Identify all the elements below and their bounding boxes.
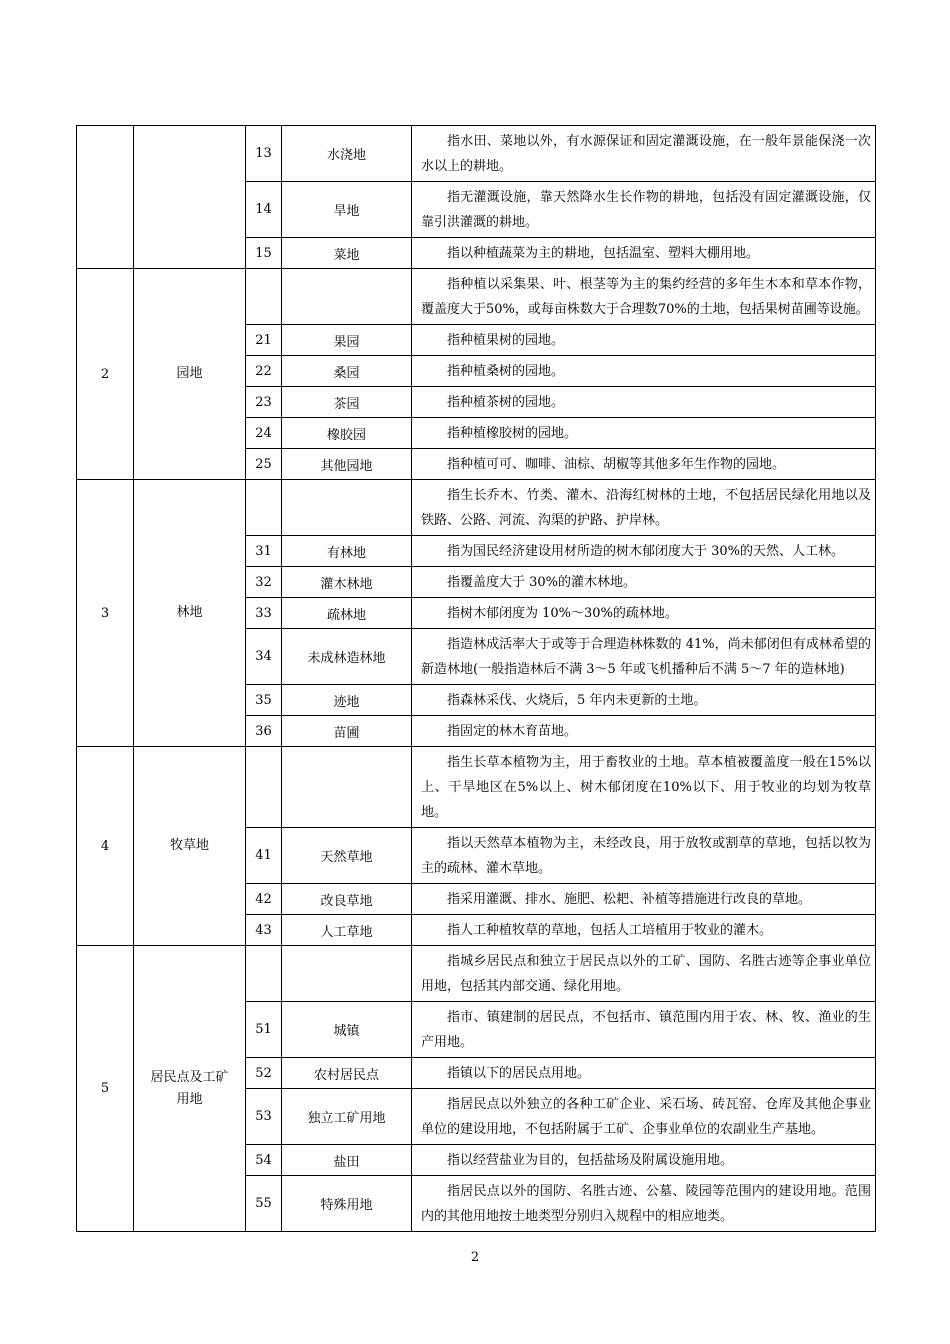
description-cell bbox=[412, 269, 876, 325]
table-row bbox=[77, 126, 876, 182]
subcategory-code-cell: 53 bbox=[246, 1089, 282, 1145]
subcategory-code-cell: 35 bbox=[246, 685, 282, 716]
category-name-cell bbox=[134, 747, 246, 946]
description-cell bbox=[412, 418, 876, 449]
description-cell bbox=[412, 747, 876, 828]
description-text: 指以经营盐业为目的，包括盐场及附属设施用地。 bbox=[447, 1153, 734, 1168]
subcategory-code-cell: 42 bbox=[246, 884, 282, 915]
category-name: 园地 bbox=[176, 366, 203, 381]
description-cell bbox=[412, 716, 876, 747]
subcategory-name-cell: 盐田 bbox=[282, 1145, 412, 1176]
description-cell bbox=[412, 629, 876, 685]
description-cell bbox=[412, 1089, 876, 1145]
subcategory-name-cell: 独立工矿用地 bbox=[282, 1089, 412, 1145]
description-cell bbox=[412, 884, 876, 915]
subcategory-code-cell: 36 bbox=[246, 716, 282, 747]
description-cell bbox=[412, 480, 876, 536]
subcategory-name-cell: 疏林地 bbox=[282, 598, 412, 629]
description-text: 指覆盖度大于 30%的灌木林地。 bbox=[447, 575, 637, 590]
description-text: 指种植茶树的园地。 bbox=[447, 395, 565, 410]
subcategory-code-cell: 24 bbox=[246, 418, 282, 449]
description-cell bbox=[412, 598, 876, 629]
description-text: 指固定的林木育苗地。 bbox=[447, 724, 578, 739]
subcategory-code-cell bbox=[246, 946, 282, 1002]
description-text: 指森林采伐、火烧后，5 年内未更新的土地。 bbox=[447, 693, 707, 708]
description-text: 指无灌溉设施，靠天然降水生长作物的耕地，包括没有固定灌溉设施，仅靠引洪灌溉的耕地。 bbox=[421, 190, 871, 230]
table-row bbox=[77, 480, 876, 536]
description-text: 指造林成活率大于或等于合理造林株数的 41%，尚未郁闭但有成林希望的新造林地(一般指造林后不满 3～5 年或飞机播种后不满 5～7 年的造林地) bbox=[421, 637, 871, 677]
description-cell bbox=[412, 325, 876, 356]
category-name: 居民点及工矿用地 bbox=[150, 1069, 229, 1107]
description-text: 指镇以下的居民点用地。 bbox=[447, 1066, 591, 1081]
description-text: 指采用灌溉、排水、施肥、松耙、补植等措施进行改良的草地。 bbox=[447, 892, 812, 907]
subcategory-code-cell: 51 bbox=[246, 1002, 282, 1058]
subcategory-code-cell: 55 bbox=[246, 1176, 282, 1232]
description-text: 指树木郁闭度为 10%～30%的疏林地。 bbox=[447, 606, 678, 621]
subcategory-name-cell: 苗圃 bbox=[282, 716, 412, 747]
description-text: 指以天然草本植物为主，未经改良，用于放牧或割草的草地，包括以牧为主的疏林、灌木草地。 bbox=[421, 836, 871, 876]
subcategory-name-cell bbox=[282, 747, 412, 828]
subcategory-name-cell: 橡胶园 bbox=[282, 418, 412, 449]
description-cell bbox=[412, 828, 876, 884]
subcategory-code-cell: 34 bbox=[246, 629, 282, 685]
subcategory-code-cell: 52 bbox=[246, 1058, 282, 1089]
description-text: 指种植果树的园地。 bbox=[447, 333, 565, 348]
description-cell bbox=[412, 126, 876, 182]
subcategory-name-cell: 农村居民点 bbox=[282, 1058, 412, 1089]
subcategory-code-cell bbox=[246, 747, 282, 828]
description-cell bbox=[412, 387, 876, 418]
subcategory-name-cell: 旱地 bbox=[282, 182, 412, 238]
category-name-cell bbox=[134, 480, 246, 747]
table-row bbox=[77, 747, 876, 828]
subcategory-name-cell: 其他园地 bbox=[282, 449, 412, 480]
description-cell bbox=[412, 685, 876, 716]
description-cell bbox=[412, 1176, 876, 1232]
description-text: 指生长草本植物为主，用于畜牧业的土地。草本植被覆盖度一般在15%以上、干旱地区在5%以上、树木郁闭度在10%以下、用于牧业的均划为牧草地。 bbox=[421, 755, 871, 820]
subcategory-name-cell: 未成林造林地 bbox=[282, 629, 412, 685]
subcategory-code-cell: 21 bbox=[246, 325, 282, 356]
table-row bbox=[77, 269, 876, 325]
subcategory-name-cell: 灌木林地 bbox=[282, 567, 412, 598]
subcategory-code-cell: 33 bbox=[246, 598, 282, 629]
subcategory-code-cell bbox=[246, 269, 282, 325]
subcategory-code-cell: 32 bbox=[246, 567, 282, 598]
category-code-cell: 5 bbox=[77, 946, 134, 1232]
category-code-cell: 2 bbox=[77, 269, 134, 480]
subcategory-name-cell: 城镇 bbox=[282, 1002, 412, 1058]
subcategory-code-cell: 22 bbox=[246, 356, 282, 387]
subcategory-name-cell: 有林地 bbox=[282, 536, 412, 567]
subcategory-name-cell: 桑园 bbox=[282, 356, 412, 387]
category-name-cell bbox=[134, 269, 246, 480]
subcategory-code-cell: 43 bbox=[246, 915, 282, 946]
description-text: 指居民点以外的国防、名胜古迹、公墓、陵园等范围内的建设用地。范围内的其他用地按土地类型分别归入规程中的相应地类。 bbox=[421, 1184, 871, 1224]
subcategory-name-cell bbox=[282, 946, 412, 1002]
table-row bbox=[77, 946, 876, 1002]
description-cell bbox=[412, 567, 876, 598]
subcategory-code-cell: 25 bbox=[246, 449, 282, 480]
description-cell bbox=[412, 449, 876, 480]
description-cell bbox=[412, 1145, 876, 1176]
category-code-cell: 3 bbox=[77, 480, 134, 747]
description-text: 指种植桑树的园地。 bbox=[447, 364, 565, 379]
subcategory-name-cell bbox=[282, 480, 412, 536]
description-cell bbox=[412, 536, 876, 567]
description-cell bbox=[412, 356, 876, 387]
subcategory-code-cell: 31 bbox=[246, 536, 282, 567]
description-cell bbox=[412, 1058, 876, 1089]
description-cell bbox=[412, 1002, 876, 1058]
description-cell bbox=[412, 182, 876, 238]
subcategory-name-cell: 迹地 bbox=[282, 685, 412, 716]
description-cell bbox=[412, 915, 876, 946]
subcategory-name-cell: 水浇地 bbox=[282, 126, 412, 182]
subcategory-code-cell: 54 bbox=[246, 1145, 282, 1176]
category-name-cell bbox=[134, 946, 246, 1232]
description-cell bbox=[412, 946, 876, 1002]
description-text: 指市、镇建制的居民点，不包括市、镇范围内用于农、林、牧、渔业的生产用地。 bbox=[421, 1010, 871, 1050]
description-text: 指以种植蔬菜为主的耕地，包括温室、塑料大棚用地。 bbox=[447, 246, 760, 261]
subcategory-name-cell: 人工草地 bbox=[282, 915, 412, 946]
description-text: 指居民点以外独立的各种工矿企业、采石场、砖瓦窑、仓库及其他企事业单位的建设用地，不包括附属于工矿、企事业单位的农副业生产基地。 bbox=[421, 1097, 871, 1137]
category-name-cell bbox=[134, 126, 246, 269]
description-text: 指水田、菜地以外，有水源保证和固定灌溉设施，在一般年景能保浇一次水以上的耕地。 bbox=[421, 134, 871, 174]
subcategory-name-cell: 果园 bbox=[282, 325, 412, 356]
description-text: 指为国民经济建设用材所造的树木郁闭度大于 30%的天然、人工林。 bbox=[447, 544, 845, 559]
description-text: 指种植可可、咖啡、油棕、胡椒等其他多年生作物的园地。 bbox=[447, 457, 786, 472]
category-code-cell: 4 bbox=[77, 747, 134, 946]
subcategory-code-cell: 13 bbox=[246, 126, 282, 182]
table-body bbox=[77, 126, 876, 1232]
category-code-cell bbox=[77, 126, 134, 269]
description-text: 指种植橡胶树的园地。 bbox=[447, 426, 578, 441]
category-name: 林地 bbox=[176, 605, 203, 620]
subcategory-name-cell: 特殊用地 bbox=[282, 1176, 412, 1232]
description-text: 指城乡居民点和独立于居民点以外的工矿、国防、名胜古迹等企事业单位用地，包括其内部交通、绿化用地。 bbox=[421, 954, 871, 994]
subcategory-name-cell: 改良草地 bbox=[282, 884, 412, 915]
description-cell bbox=[412, 238, 876, 269]
subcategory-name-cell bbox=[282, 269, 412, 325]
subcategory-code-cell: 23 bbox=[246, 387, 282, 418]
subcategory-name-cell: 天然草地 bbox=[282, 828, 412, 884]
subcategory-code-cell bbox=[246, 480, 282, 536]
description-text: 指人工种植牧草的草地，包括人工培植用于牧业的灌木。 bbox=[447, 923, 773, 938]
subcategory-code-cell: 41 bbox=[246, 828, 282, 884]
subcategory-code-cell: 14 bbox=[246, 182, 282, 238]
page-number: 2 bbox=[470, 1250, 480, 1265]
subcategory-name-cell: 菜地 bbox=[282, 238, 412, 269]
description-text: 指种植以采集果、叶、根茎等为主的集约经营的多年生木本和草本作物，覆盖度大于50%，或每亩株数大于合理数70%的土地，包括果树苗圃等设施。 bbox=[421, 277, 871, 317]
subcategory-name-cell: 茶园 bbox=[282, 387, 412, 418]
description-text: 指生长乔木、竹类、灌木、沿海红树林的土地，不包括居民绿化用地以及铁路、公路、河流、沟渠的护路、护岸林。 bbox=[421, 488, 871, 528]
land-classification-table bbox=[76, 125, 876, 1232]
subcategory-code-cell: 15 bbox=[246, 238, 282, 269]
category-name: 牧草地 bbox=[169, 838, 209, 853]
